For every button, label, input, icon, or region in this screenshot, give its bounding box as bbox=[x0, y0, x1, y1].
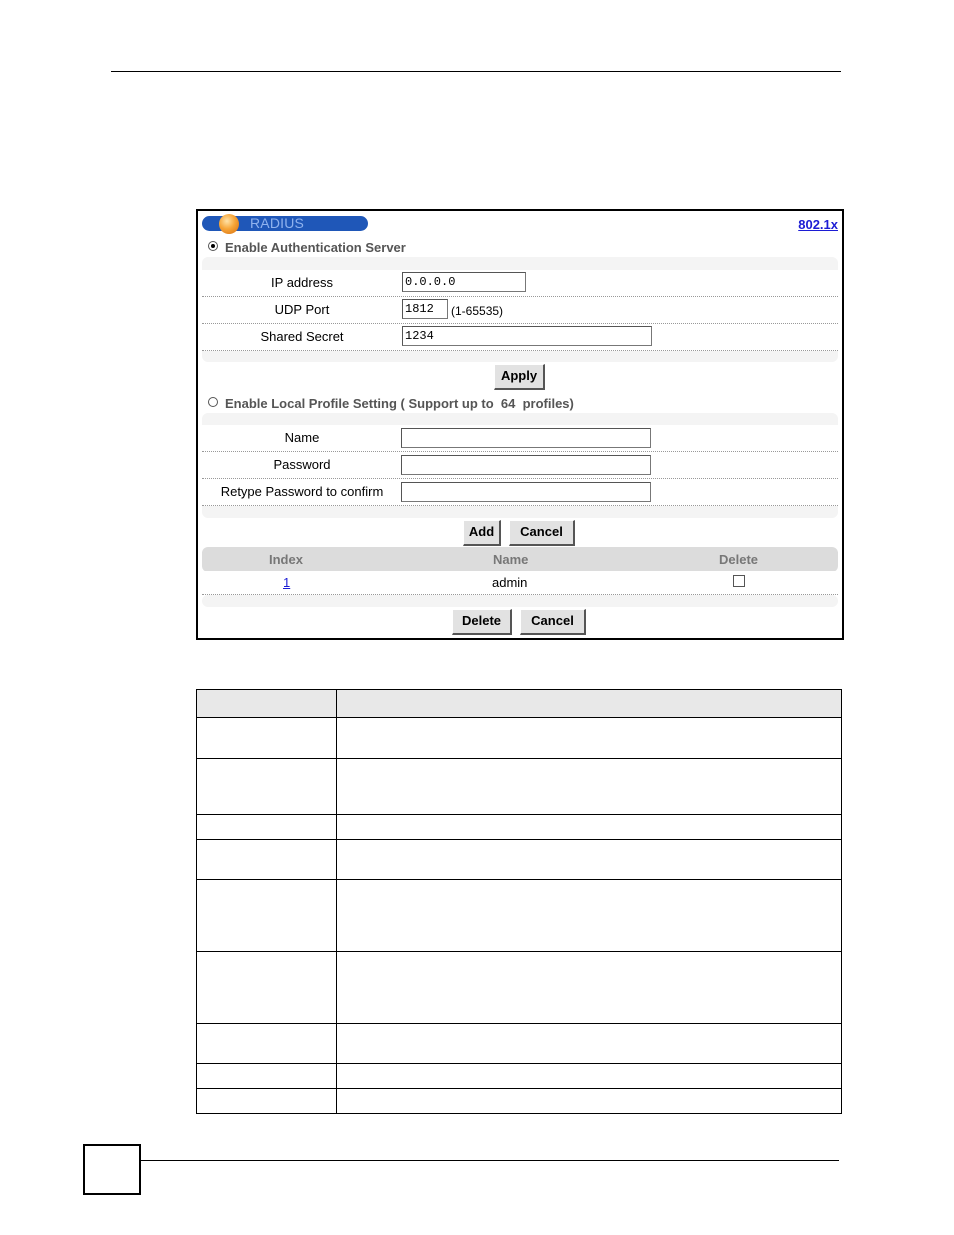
page-header-rule bbox=[111, 71, 841, 72]
profile-index-link[interactable]: 1 bbox=[283, 575, 291, 590]
page-number-box bbox=[83, 1144, 141, 1195]
retype-password-label: Retype Password to confirm bbox=[220, 484, 384, 499]
table-row bbox=[196, 814, 337, 840]
title-bar bbox=[202, 216, 368, 231]
table-row bbox=[336, 839, 842, 880]
apply-button[interactable]: Apply bbox=[494, 364, 545, 390]
table-row bbox=[336, 1088, 842, 1114]
table-row bbox=[196, 879, 337, 952]
table-row bbox=[196, 839, 337, 880]
password-label: Password bbox=[273, 457, 331, 472]
profile-table-footer bbox=[202, 595, 838, 607]
enable-local-profile-label: Enable Local Profile Setting ( Support up to 64 profiles) bbox=[225, 396, 574, 411]
col-delete: Delete bbox=[719, 552, 759, 567]
ip-address-row bbox=[202, 270, 838, 297]
table-row bbox=[336, 879, 842, 952]
radio-enable-auth-server[interactable] bbox=[208, 241, 218, 251]
table-header-desc-col bbox=[336, 689, 842, 718]
udp-port-range: (1-65535) bbox=[451, 304, 504, 318]
retype-password-input[interactable] bbox=[401, 482, 651, 502]
add-button[interactable]: Add bbox=[463, 520, 501, 546]
table-row bbox=[196, 758, 337, 815]
link-802-1x[interactable]: 802.1x bbox=[798, 217, 838, 232]
udp-port-row bbox=[202, 297, 838, 324]
col-index: Index bbox=[269, 552, 303, 567]
table-row bbox=[336, 717, 842, 759]
name-input[interactable] bbox=[401, 428, 651, 448]
shared-secret-label: Shared Secret bbox=[260, 329, 344, 344]
table-row bbox=[336, 758, 842, 815]
cancel-table-button[interactable]: Cancel bbox=[520, 609, 586, 635]
description-table bbox=[196, 689, 842, 1114]
shared-secret-input[interactable]: 1234 bbox=[402, 326, 652, 346]
udp-port-input[interactable]: 1812 bbox=[402, 299, 448, 319]
table-row bbox=[196, 1088, 337, 1114]
radius-screen bbox=[196, 209, 844, 640]
ip-address-label: IP address bbox=[271, 275, 333, 290]
radio-enable-local-profile[interactable] bbox=[208, 397, 218, 407]
table-row bbox=[196, 1063, 337, 1089]
table-row bbox=[202, 571, 838, 595]
password-row bbox=[202, 452, 838, 479]
table-row bbox=[336, 951, 842, 1024]
shared-secret-row bbox=[202, 324, 838, 351]
password-input[interactable] bbox=[401, 455, 651, 475]
profile-table-header bbox=[202, 547, 838, 572]
profile-name: admin bbox=[492, 575, 528, 590]
page-footer-rule bbox=[141, 1160, 839, 1161]
delete-button[interactable]: Delete bbox=[452, 609, 512, 635]
name-row bbox=[202, 425, 838, 452]
retype-password-row bbox=[202, 479, 838, 506]
ip-address-input[interactable]: 0.0.0.0 bbox=[402, 272, 526, 292]
name-label: Name bbox=[284, 430, 320, 445]
page-title: RADIUS bbox=[250, 215, 305, 231]
udp-port-label: UDP Port bbox=[274, 302, 330, 317]
table-row bbox=[336, 814, 842, 840]
enable-auth-server-label: Enable Authentication Server bbox=[225, 240, 406, 255]
col-name: Name bbox=[493, 552, 529, 567]
table-row bbox=[196, 717, 337, 759]
orb-icon bbox=[219, 214, 239, 234]
table-row bbox=[336, 1023, 842, 1064]
table-row bbox=[196, 951, 337, 1024]
delete-checkbox[interactable] bbox=[733, 575, 745, 587]
cancel-profile-button[interactable]: Cancel bbox=[509, 520, 575, 546]
table-header-label-col bbox=[196, 689, 337, 718]
table-row bbox=[336, 1063, 842, 1089]
table-row bbox=[196, 1023, 337, 1064]
